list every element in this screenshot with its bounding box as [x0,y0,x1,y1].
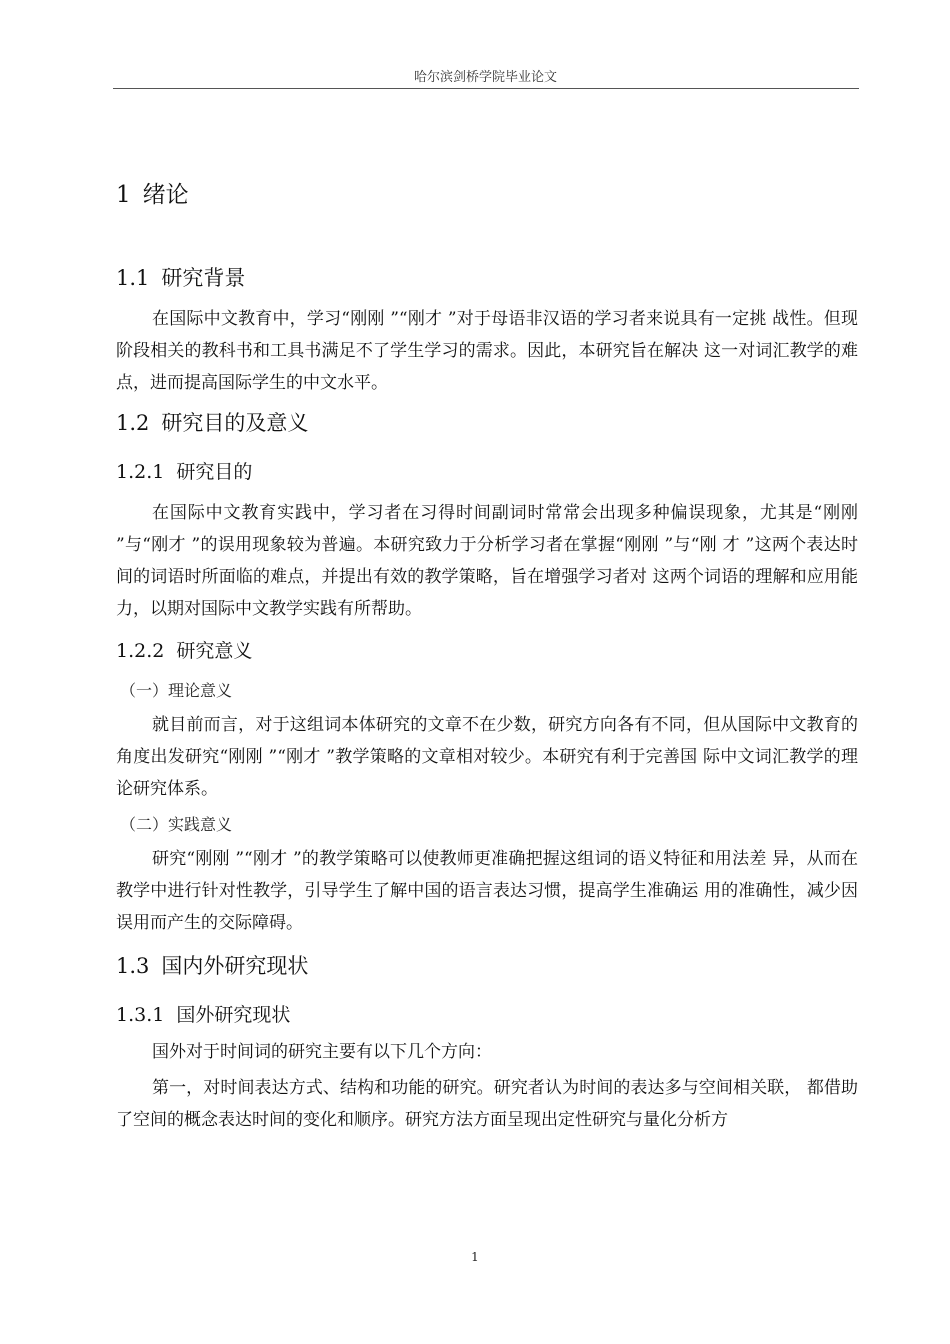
section-number: 1.3.1 [116,1004,165,1026]
section-heading-1-2 [116,407,308,437]
subheading-theory: （一）理论意义 [120,681,233,700]
section-number: 1.2.2 [116,640,165,662]
section-number: 1.3 [116,954,150,978]
header-rule [113,88,859,89]
section-heading-1-1 [116,262,245,292]
chapter-title: 绪论 [142,182,189,208]
paragraph-purpose: 在国际中文教育实践中，学习者在习得时间副词时常常会出现多种偏误现象，尤其是“刚刚 ”与“刚才 ”的误用现象较为普遍。本研究致力于分析学习者在掌握“刚刚 ”与“刚 才 ”这两个表达时间的词语时所面临的难点，并提出有效的教学策略，旨在增强学习者对 这两个词语的理解和应用能力，以期对国际中文教学实践有所帮助。 [116,503,858,619]
section-number: 1.2 [116,411,150,435]
section-title: 研究目的及意义 [161,411,309,435]
section-heading-1-3-1 [116,1000,290,1027]
section-title: 国内外研究现状 [161,954,309,978]
section-heading-1-3 [116,950,308,980]
running-header: 哈尔滨剑桥学院毕业论文 [413,70,557,85]
paragraph-foreign-first: 第一，对时间表达方式、结构和功能的研究。研究者认为时间的表达多与空间相关联， 都借助了空间的概念表达时间的变化和顺序。研究方法方面呈现出定性研究与量化分析方 [116,1078,858,1130]
section-title: 研究背景 [161,266,246,290]
section-heading-1-2-1 [116,457,252,484]
paragraph-practice: 研究“刚刚 ”“刚才 ”的教学策略可以使教师更准确把握这组词的语义特征和用法差 异，从而在教学中进行针对性教学，引导学生了解中国的语言表达习惯，提高学生准确运 用的准确性，减少因误用而产生的交际障碍。 [116,849,858,933]
paragraph-background: 在国际中文教育中，学习“刚刚 ”“刚才 ”对于母语非汉语的学习者来说具有一定挑 战性。但现阶段相关的教科书和工具书满足不了学生学习的需求。因此，本研究旨在解决 这一对词汇教学的难点，进而提高国际学生的中文水平。 [116,309,858,393]
paragraph-foreign-intro: 国外对于时间词的研究主要有以下几个方向： [152,1042,492,1062]
paragraph-theory: 就目前而言，对于这组词本体研究的文章不在少数，研究方向各有不同，但从国际中文教育的角度出发研究“刚刚 ”“刚才 ”教学策略的文章相对较少。本研究有利于完善国 际中文词汇教学的理论研究体系。 [116,715,858,799]
section-heading-1-2-2 [116,636,252,663]
section-title: 研究目的 [176,461,253,483]
section-title: 国外研究现状 [176,1004,291,1026]
subheading-practice: （二）实践意义 [120,815,233,834]
page-number: 1 [471,1250,479,1264]
chapter-number: 1 [116,182,131,208]
section-title: 研究意义 [176,640,253,662]
section-number: 1.1 [116,266,150,290]
section-number: 1.2.1 [116,461,165,483]
chapter-heading [116,176,189,209]
